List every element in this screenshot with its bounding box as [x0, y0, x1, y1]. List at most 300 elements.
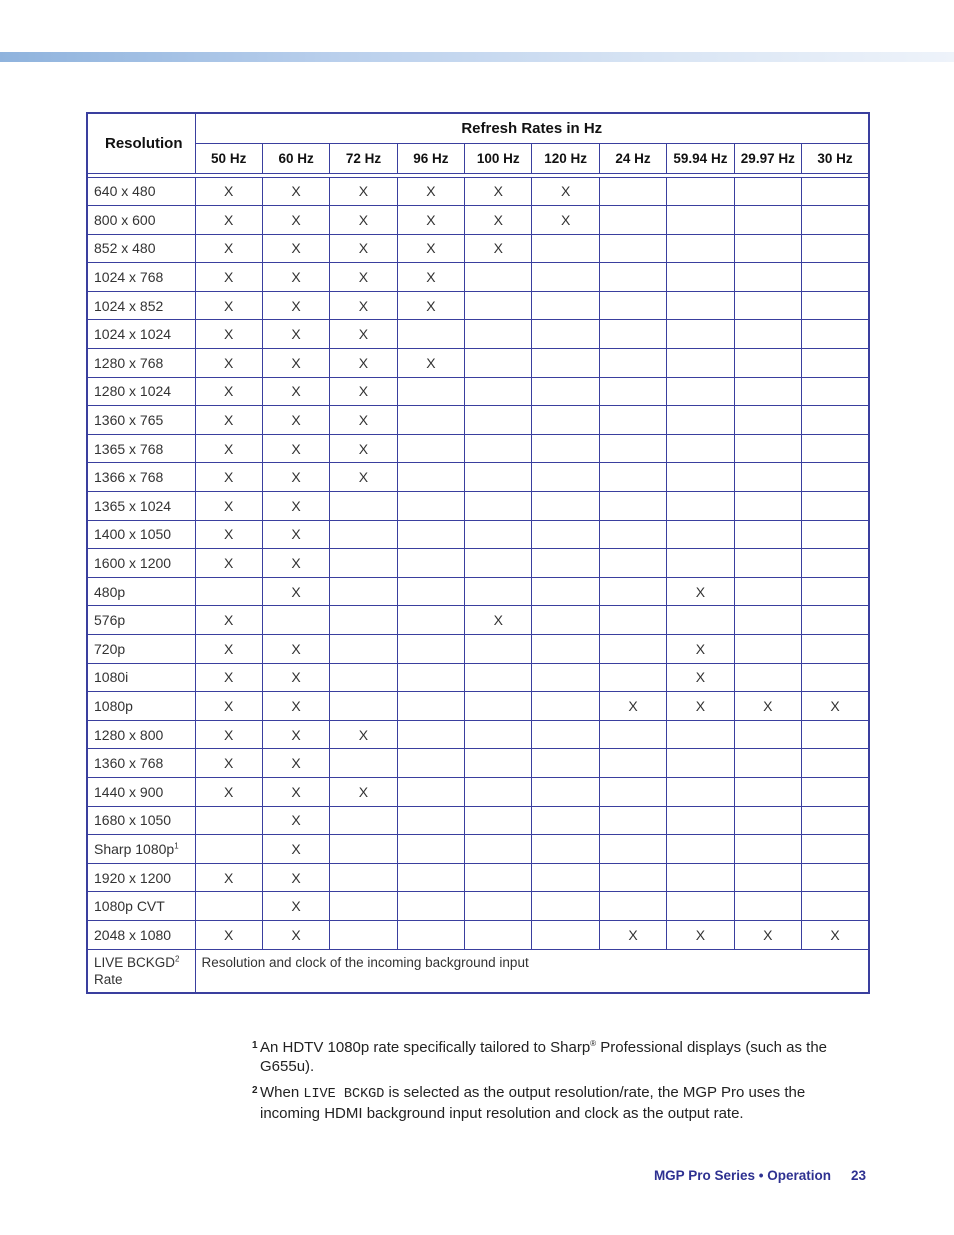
rate-mark-cell: X [667, 663, 734, 692]
rate-mark-cell: X [262, 692, 329, 721]
rate-mark-cell [465, 377, 532, 406]
rate-mark-cell: X [195, 720, 262, 749]
rate-mark-cell [802, 520, 869, 549]
rate-mark-cell: X [465, 606, 532, 635]
rate-mark-cell [465, 635, 532, 664]
rate-mark-cell [734, 177, 801, 206]
rate-mark-cell: X [262, 177, 329, 206]
rate-mark-cell [734, 349, 801, 378]
rate-mark-cell [330, 835, 397, 864]
rate-mark-cell [599, 177, 666, 206]
resolution-label: 1024 x 768 [94, 269, 164, 286]
rate-mark-cell [465, 777, 532, 806]
rate-mark-cell [667, 492, 734, 521]
rate-mark-cell [667, 749, 734, 778]
resolution-cell [87, 492, 195, 521]
rate-mark-cell [397, 434, 464, 463]
rate-mark-cell: X [195, 492, 262, 521]
rate-mark-cell [330, 549, 397, 578]
table-row [87, 320, 869, 349]
rate-mark-cell [397, 920, 464, 949]
table-row [87, 720, 869, 749]
rate-mark-cell: X [599, 692, 666, 721]
footer-title: MGP Pro Series • Operation [653, 1168, 831, 1183]
resolution-label: 1360 x 768 [94, 755, 164, 772]
resolution-label: Sharp 1080p [94, 840, 175, 857]
rate-mark-cell: X [195, 234, 262, 263]
rate-mark-cell [599, 520, 666, 549]
rate-mark-cell [734, 577, 801, 606]
live-bckgd-label: LIVE BCKGD [94, 954, 176, 970]
footnote-number: 2 [252, 1085, 258, 1096]
rate-mark-cell [330, 492, 397, 521]
resolution-cell [87, 920, 195, 949]
rate-mark-cell [734, 206, 801, 235]
rate-mark-cell [397, 520, 464, 549]
rate-mark-cell: X [195, 520, 262, 549]
rate-mark-cell: X [397, 177, 464, 206]
resolution-header: Resolution [87, 113, 195, 173]
rate-mark-cell [465, 577, 532, 606]
rate-mark-cell: X [262, 749, 329, 778]
rate-mark-cell: X [195, 749, 262, 778]
footnote-number: 1 [252, 1040, 258, 1051]
rate-mark-cell: X [330, 720, 397, 749]
rate-mark-cell: X [465, 177, 532, 206]
rate-mark-cell [195, 806, 262, 835]
rate-mark-cell: X [262, 206, 329, 235]
rate-mark-cell [734, 320, 801, 349]
rate-mark-cell: X [195, 635, 262, 664]
rate-mark-cell [465, 749, 532, 778]
rate-mark-cell [734, 377, 801, 406]
rate-mark-cell [667, 806, 734, 835]
table-row [87, 349, 869, 378]
rate-mark-cell [734, 806, 801, 835]
rate-mark-cell [667, 234, 734, 263]
rate-mark-cell: X [262, 863, 329, 892]
rate-mark-cell [599, 320, 666, 349]
rate-mark-cell [599, 892, 666, 921]
table-row [87, 892, 869, 921]
rate-mark-cell [532, 434, 599, 463]
rate-mark-cell: X [330, 263, 397, 292]
rate-mark-cell [397, 320, 464, 349]
resolution-cell [87, 320, 195, 349]
resolution-label: 576p [94, 612, 126, 629]
rate-mark-cell [734, 463, 801, 492]
hz-column-header: 50 Hz [195, 143, 262, 173]
rate-mark-cell [599, 663, 666, 692]
table-row [87, 263, 869, 292]
rate-mark-cell: X [397, 234, 464, 263]
rate-mark-cell [330, 635, 397, 664]
hz-column-header: 29.97 Hz [734, 143, 801, 173]
rate-mark-cell: X [195, 777, 262, 806]
rate-mark-cell [465, 835, 532, 864]
rate-mark-cell: X [262, 806, 329, 835]
rate-mark-cell: X [262, 263, 329, 292]
rate-mark-cell: X [262, 377, 329, 406]
rate-mark-cell: X [262, 920, 329, 949]
rate-mark-cell [195, 892, 262, 921]
rate-mark-cell: X [195, 320, 262, 349]
rate-mark-cell [397, 863, 464, 892]
rate-mark-cell [532, 920, 599, 949]
rate-mark-cell [532, 749, 599, 778]
hz-column-header: 24 Hz [599, 143, 666, 173]
table-row [87, 692, 869, 721]
rate-mark-cell [667, 835, 734, 864]
refresh-rates-header: Refresh Rates in Hz [195, 113, 869, 143]
rate-mark-cell: X [397, 263, 464, 292]
rate-mark-cell [599, 835, 666, 864]
rate-mark-cell [397, 406, 464, 435]
rate-mark-cell [734, 777, 801, 806]
table-row [87, 806, 869, 835]
rate-mark-cell [532, 377, 599, 406]
rate-mark-cell: X [532, 177, 599, 206]
table-row [87, 463, 869, 492]
rate-mark-cell [599, 206, 666, 235]
rate-mark-cell [599, 406, 666, 435]
resolution-label: 1080p [94, 697, 133, 714]
rate-mark-cell: X [195, 206, 262, 235]
rate-mark-cell [330, 920, 397, 949]
rate-mark-cell [532, 663, 599, 692]
rate-mark-cell [465, 463, 532, 492]
rate-mark-cell: X [262, 234, 329, 263]
rate-mark-cell [330, 606, 397, 635]
rate-mark-cell [802, 263, 869, 292]
rate-mark-cell: X [195, 291, 262, 320]
rate-mark-cell [195, 835, 262, 864]
resolution-cell [87, 206, 195, 235]
rate-mark-cell [195, 577, 262, 606]
table-row [87, 835, 869, 864]
rate-mark-cell: X [330, 349, 397, 378]
resolution-label: 1280 x 1024 [94, 383, 172, 400]
rate-mark-cell [734, 835, 801, 864]
rate-mark-cell [802, 577, 869, 606]
rate-mark-cell: X [262, 635, 329, 664]
resolution-cell [87, 835, 195, 864]
rate-mark-cell [532, 492, 599, 521]
rate-mark-cell [465, 549, 532, 578]
rate-mark-cell [667, 777, 734, 806]
table-row [87, 663, 869, 692]
rate-mark-cell [667, 463, 734, 492]
page-footer [654, 1168, 866, 1183]
rate-mark-cell [667, 320, 734, 349]
rate-mark-cell [667, 549, 734, 578]
rate-mark-cell [397, 777, 464, 806]
resolution-cell [87, 777, 195, 806]
resolution-label: 1360 x 765 [94, 412, 164, 429]
rate-mark-cell [599, 749, 666, 778]
footnote-ref: 2 [175, 954, 180, 964]
rate-mark-cell: X [195, 434, 262, 463]
resolution-cell [87, 377, 195, 406]
rate-mark-cell: X [330, 206, 397, 235]
rate-mark-cell [734, 263, 801, 292]
resolution-cell [87, 463, 195, 492]
rate-mark-cell [802, 606, 869, 635]
rate-mark-cell: X [465, 234, 532, 263]
rate-mark-cell [599, 349, 666, 378]
rate-mark-cell [734, 234, 801, 263]
resolution-cell [87, 520, 195, 549]
resolution-cell [87, 549, 195, 578]
rate-mark-cell [532, 320, 599, 349]
rate-mark-cell [667, 177, 734, 206]
live-bckgd-description: Resolution and clock of the incoming background input [195, 949, 869, 993]
rate-mark-cell [397, 663, 464, 692]
resolution-label: 1366 x 768 [94, 469, 164, 486]
rate-mark-cell [330, 892, 397, 921]
rate-mark-cell [802, 291, 869, 320]
footnote-text: is selected as the output resolution/rate, the MGP Pro uses the incoming HDMI background input resolution and clock as the output rate. [260, 1084, 806, 1122]
resolution-cell [87, 291, 195, 320]
resolution-cell [87, 606, 195, 635]
table-row [87, 406, 869, 435]
rate-mark-cell: X [734, 692, 801, 721]
rate-mark-cell [532, 263, 599, 292]
rate-mark-cell [599, 549, 666, 578]
rate-mark-cell [465, 291, 532, 320]
rate-mark-cell [397, 892, 464, 921]
table-row [87, 777, 869, 806]
rate-mark-cell: X [262, 835, 329, 864]
rate-mark-cell: X [262, 434, 329, 463]
rate-mark-cell [262, 606, 329, 635]
rate-mark-cell [599, 806, 666, 835]
rate-mark-cell [599, 635, 666, 664]
rate-mark-cell [667, 434, 734, 463]
hz-column-header: 100 Hz [465, 143, 532, 173]
table-header [87, 113, 869, 173]
rate-mark-cell [599, 234, 666, 263]
rate-mark-cell [734, 406, 801, 435]
rate-mark-cell [734, 635, 801, 664]
rate-mark-cell: X [667, 577, 734, 606]
resolution-label: 640 x 480 [94, 183, 156, 200]
resolution-label: 852 x 480 [94, 240, 156, 257]
resolution-label: 1024 x 852 [94, 297, 164, 314]
rate-mark-cell [667, 349, 734, 378]
rate-mark-cell: X [802, 920, 869, 949]
rate-mark-cell [532, 520, 599, 549]
rate-mark-cell [599, 291, 666, 320]
rate-mark-cell: X [262, 406, 329, 435]
rate-mark-cell [532, 635, 599, 664]
resolution-cell [87, 177, 195, 206]
resolution-label: 480p [94, 583, 126, 600]
live-bckgd-row [87, 949, 869, 993]
rate-mark-cell [532, 234, 599, 263]
resolution-cell [87, 806, 195, 835]
resolution-cell [87, 692, 195, 721]
rate-mark-cell [802, 206, 869, 235]
table-body [87, 173, 869, 993]
rate-mark-cell [734, 492, 801, 521]
table-row [87, 377, 869, 406]
rate-mark-cell: X [667, 692, 734, 721]
resolution-label: 1680 x 1050 [94, 812, 172, 829]
rate-mark-cell [330, 577, 397, 606]
rate-mark-cell [397, 463, 464, 492]
rate-mark-cell [532, 577, 599, 606]
rate-mark-cell: X [262, 291, 329, 320]
rate-mark-cell [397, 577, 464, 606]
resolution-cell [87, 406, 195, 435]
footnote-1 [252, 1038, 852, 1076]
rate-mark-cell: X [262, 463, 329, 492]
rate-mark-cell: X [397, 291, 464, 320]
rate-mark-cell [532, 606, 599, 635]
rate-mark-cell: X [667, 920, 734, 949]
rate-mark-cell [465, 263, 532, 292]
resolution-cell [87, 263, 195, 292]
table-row [87, 234, 869, 263]
rate-mark-cell [802, 463, 869, 492]
rate-mark-cell [734, 520, 801, 549]
rate-mark-cell [532, 892, 599, 921]
rate-mark-cell [532, 806, 599, 835]
rate-mark-cell [465, 920, 532, 949]
rate-mark-cell [802, 177, 869, 206]
rate-mark-cell: X [802, 692, 869, 721]
rate-mark-cell [734, 720, 801, 749]
rate-mark-cell [465, 349, 532, 378]
rate-mark-cell: X [330, 291, 397, 320]
live-bckgd-label-rate: Rate [94, 971, 123, 987]
rate-mark-cell [330, 749, 397, 778]
rate-mark-cell [734, 549, 801, 578]
rate-mark-cell: X [195, 263, 262, 292]
rate-mark-cell: X [397, 349, 464, 378]
rate-mark-cell: X [330, 177, 397, 206]
rate-mark-cell [599, 492, 666, 521]
table-row [87, 549, 869, 578]
rate-mark-cell [397, 635, 464, 664]
rate-mark-cell [397, 492, 464, 521]
page-number: 23 [850, 1168, 866, 1183]
resolution-cell [87, 234, 195, 263]
code-live-bckgd: LIVE BCKGD [303, 1087, 385, 1102]
hz-header-row [87, 143, 869, 173]
rate-mark-cell [802, 806, 869, 835]
rate-mark-cell: X [195, 863, 262, 892]
header-band [0, 52, 954, 62]
hz-column-header: 72 Hz [330, 143, 397, 173]
rate-mark-cell: X [330, 320, 397, 349]
rate-mark-cell: X [330, 406, 397, 435]
rate-mark-cell [599, 777, 666, 806]
rate-mark-cell [599, 577, 666, 606]
rate-mark-cell: X [195, 920, 262, 949]
rate-mark-cell [532, 863, 599, 892]
rate-mark-cell: X [330, 777, 397, 806]
rate-mark-cell [599, 434, 666, 463]
hz-column-header: 30 Hz [802, 143, 869, 173]
rate-mark-cell [532, 835, 599, 864]
rate-mark-cell: X [532, 206, 599, 235]
table-row [87, 206, 869, 235]
rate-mark-cell [465, 320, 532, 349]
registered-mark: ® [590, 1039, 597, 1048]
rate-mark-cell [465, 806, 532, 835]
rate-mark-cell [802, 663, 869, 692]
footnote-text: Professional displays (such as the G655u). [260, 1039, 828, 1075]
rate-mark-cell [397, 692, 464, 721]
rate-mark-cell [599, 463, 666, 492]
rate-mark-cell [802, 777, 869, 806]
rate-mark-cell [599, 720, 666, 749]
footnote-2 [252, 1083, 852, 1123]
resolution-cell [87, 663, 195, 692]
rate-mark-cell [532, 777, 599, 806]
hz-column-header: 96 Hz [397, 143, 464, 173]
footnote-text: An HDTV 1080p rate specifically tailored to Sharp [260, 1039, 591, 1056]
resolution-label: 800 x 600 [94, 211, 156, 228]
resolution-label: 720p [94, 640, 126, 657]
rate-mark-cell [465, 863, 532, 892]
rate-mark-cell [667, 863, 734, 892]
resolution-label: 1365 x 768 [94, 440, 164, 457]
hz-column-header: 60 Hz [262, 143, 329, 173]
rate-mark-cell: X [330, 234, 397, 263]
rate-mark-cell: X [195, 349, 262, 378]
rate-mark-cell [734, 749, 801, 778]
rate-mark-cell [465, 434, 532, 463]
resolution-label: 2048 x 1080 [94, 926, 172, 943]
rate-mark-cell [802, 320, 869, 349]
table-row [87, 520, 869, 549]
rate-mark-cell: X [465, 206, 532, 235]
rate-mark-cell [667, 892, 734, 921]
rate-mark-cell: X [262, 892, 329, 921]
rate-mark-cell: X [262, 777, 329, 806]
rate-mark-cell [667, 406, 734, 435]
resolution-label: 1920 x 1200 [94, 869, 172, 886]
rate-mark-cell [802, 434, 869, 463]
rate-mark-cell [802, 749, 869, 778]
rate-mark-cell [802, 377, 869, 406]
rate-mark-cell: X [262, 520, 329, 549]
rate-mark-cell: X [262, 663, 329, 692]
footnotes [252, 1038, 852, 1130]
rate-mark-cell [465, 492, 532, 521]
rate-mark-cell [802, 492, 869, 521]
rate-mark-cell [330, 520, 397, 549]
rate-mark-cell: X [262, 492, 329, 521]
rate-mark-cell [532, 291, 599, 320]
rate-mark-cell [802, 349, 869, 378]
resolution-cell [87, 863, 195, 892]
rate-mark-cell [802, 835, 869, 864]
rate-mark-cell: X [262, 549, 329, 578]
rate-mark-cell: X [262, 720, 329, 749]
rate-mark-cell: X [330, 463, 397, 492]
rate-mark-cell [802, 863, 869, 892]
rate-mark-cell: X [734, 920, 801, 949]
table-row [87, 492, 869, 521]
rate-mark-cell [397, 806, 464, 835]
rate-mark-cell [465, 892, 532, 921]
rate-mark-cell [465, 720, 532, 749]
rate-mark-cell [802, 234, 869, 263]
